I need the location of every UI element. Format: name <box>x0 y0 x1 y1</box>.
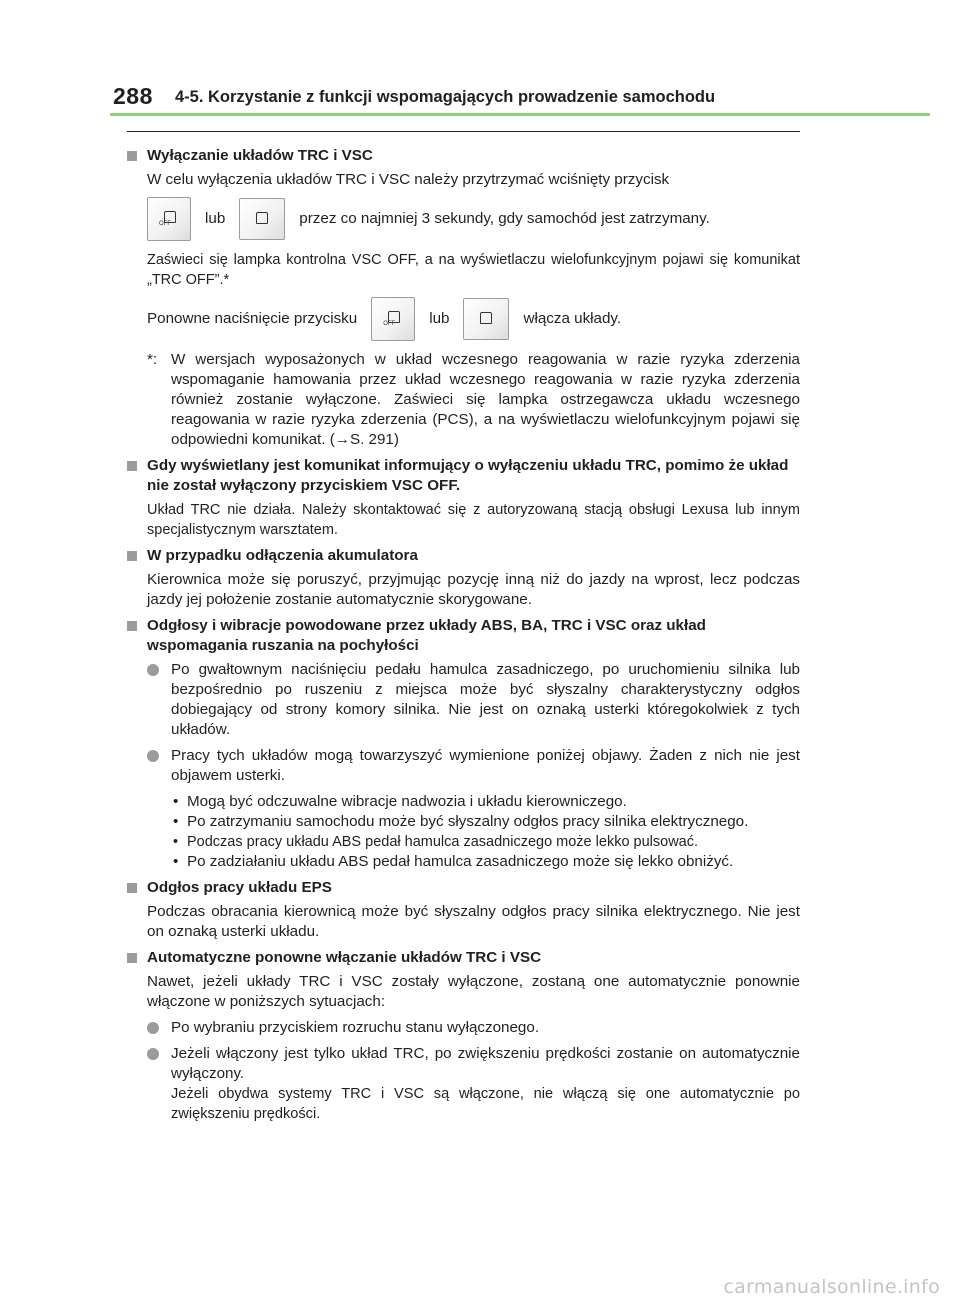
repress-prefix: Ponowne naciśnięcie przycisku <box>147 310 358 327</box>
square-bullet-icon <box>127 953 137 963</box>
round-bullet-icon <box>147 1022 159 1034</box>
list-item: Po wybraniu przyciskiem rozruchu stanu wyłączonego. <box>147 1018 800 1038</box>
paragraph: Nawet, jeżeli układy TRC i VSC zostały wyłączone, zostaną one automatycznie ponownie włączone w poniższych sytuacjach: <box>147 973 800 1010</box>
section-heading-battery: W przypadku odłączenia akumulatora <box>127 546 800 566</box>
paragraph: W celu wyłączenia układów TRC i VSC należy przytrzymać wciśnięty przycisk <box>147 171 670 188</box>
square-bullet-icon <box>127 883 137 893</box>
sub-list-item: • Po zadziałaniu układu ABS pedał hamulca zasadniczego może się lekko obniżyć. <box>173 853 734 870</box>
vsc-off-button-icon: OFF <box>371 297 415 341</box>
section-heading-noise-vibration: Odgłosy i wibracje powodowane przez układy ABS, BA, TRC i VSC oraz układ wspomagania ruszania na pochyłości <box>127 616 800 656</box>
list-item: Pracy tych układów mogą towarzyszyć wymienione poniżej objawy. Żaden z nich nie jest objawem usterki. <box>147 746 800 786</box>
or-label: lub <box>429 310 450 327</box>
page-number: 288 <box>113 83 153 109</box>
square-bullet-icon <box>127 151 137 161</box>
vsc-off-button-alt-icon <box>239 198 285 240</box>
list-item: Po gwałtownym naciśnięciu pedału hamulca zasadniczego, po uruchomieniu silnika lub bezpośrednio po ruszeniu z miejsca może być słyszalny charakterystyczny odgłos dobiegający od strony komory silnika. Nie jest on oznaką usterki któregokolwiek z tych układów. <box>147 660 800 740</box>
or-label: lub <box>205 210 226 227</box>
header-rule <box>110 113 930 116</box>
paragraph: Kierownica może się poruszyć, przyjmując pozycję inną niż do jazdy na wprost, lecz podczas jazdy jej położenie zostanie automatycznie skorygowane. <box>147 571 800 608</box>
vsc-off-button-alt-icon <box>463 298 509 340</box>
section-heading-eps: Odgłos pracy układu EPS <box>127 878 800 898</box>
section-heading-auto-reenable: Automatyczne ponowne włączanie układów TRC i VSC <box>127 948 800 968</box>
chapter-title: 4-5. Korzystanie z funkcji wspomagających prowadzenie samochodu <box>175 88 716 106</box>
square-bullet-icon <box>127 621 137 631</box>
sub-list-item: • Podczas pracy układu ABS pedał hamulca zasadniczego może lekko pulsować. <box>173 834 699 850</box>
paragraph: Podczas obracania kierownicą może być słyszalny odgłos pracy silnika elektrycznego. Nie jest on oznaką usterki układu. <box>147 903 800 940</box>
paragraph: Zaświeci się lampka kontrolna VSC OFF, a na wyświetlaczu wielofunkcyjnym pojawi się komunikat „TRC OFF”.* <box>147 252 800 288</box>
round-bullet-icon <box>147 1048 159 1060</box>
section-heading-trc-vsc-off: Wyłączanie układów TRC i VSC <box>127 146 800 166</box>
square-bullet-icon <box>127 461 137 471</box>
list-item: Jeżeli włączony jest tylko układ TRC, po zwiększeniu prędkości zostanie on automatycznie wyłączony. Jeżeli obydwa systemy TRC i VSC są włączone, nie włączą się one automatycznie po zwiększeniu prędkości. <box>147 1044 800 1124</box>
repress-line <box>147 296 800 342</box>
footnote-mark: *: <box>147 351 158 368</box>
icon-line-text: przez co najmniej 3 sekundy, gdy samochód jest zatrzymany. <box>299 210 710 227</box>
sub-list-item: • Mogą być odczuwalne wibracje nadwozia i układu kierowniczego. <box>173 793 627 810</box>
footnote: *: W wersjach wyposażonych w układ wczesnego reagowania w razie ryzyka zderzenia wspomaganie hamowania przez układ wczesnego reagowania w razie ryzyka zderzenia również zostanie wyłączone. Zaświeci się lampka ostrzegawcza układu wczesnego reagowania w razie ryzyka zderzenia (PCS), a na wyświetlaczu wielofunkcyjnym pojawi się odpowiedni komunikat. (→S. 291) <box>147 351 800 448</box>
repress-suffix: włącza układy. <box>523 310 622 327</box>
sub-list-item: • Po zatrzymaniu samochodu może być słyszalny odgłos pracy silnika elektrycznego. <box>173 813 749 830</box>
page-content <box>127 146 800 1130</box>
square-bullet-icon <box>127 551 137 561</box>
round-bullet-icon <box>147 664 159 676</box>
round-bullet-icon <box>147 750 159 762</box>
section-heading-trc-message: Gdy wyświetlany jest komunikat informujący o wyłączeniu układu TRC, pomimo że układ nie został wyłączony przyciskiem VSC OFF. <box>127 456 800 496</box>
divider <box>127 131 800 132</box>
vsc-off-button-icon: OFF <box>147 197 191 241</box>
watermark: carmanualsonline.info <box>723 1276 940 1298</box>
paragraph: Układ TRC nie działa. Należy skontaktować się z autoryzowaną stacją obsługi Lexusa lub innym specjalistycznym warsztatem. <box>147 502 800 538</box>
button-icons-line <box>147 196 800 242</box>
